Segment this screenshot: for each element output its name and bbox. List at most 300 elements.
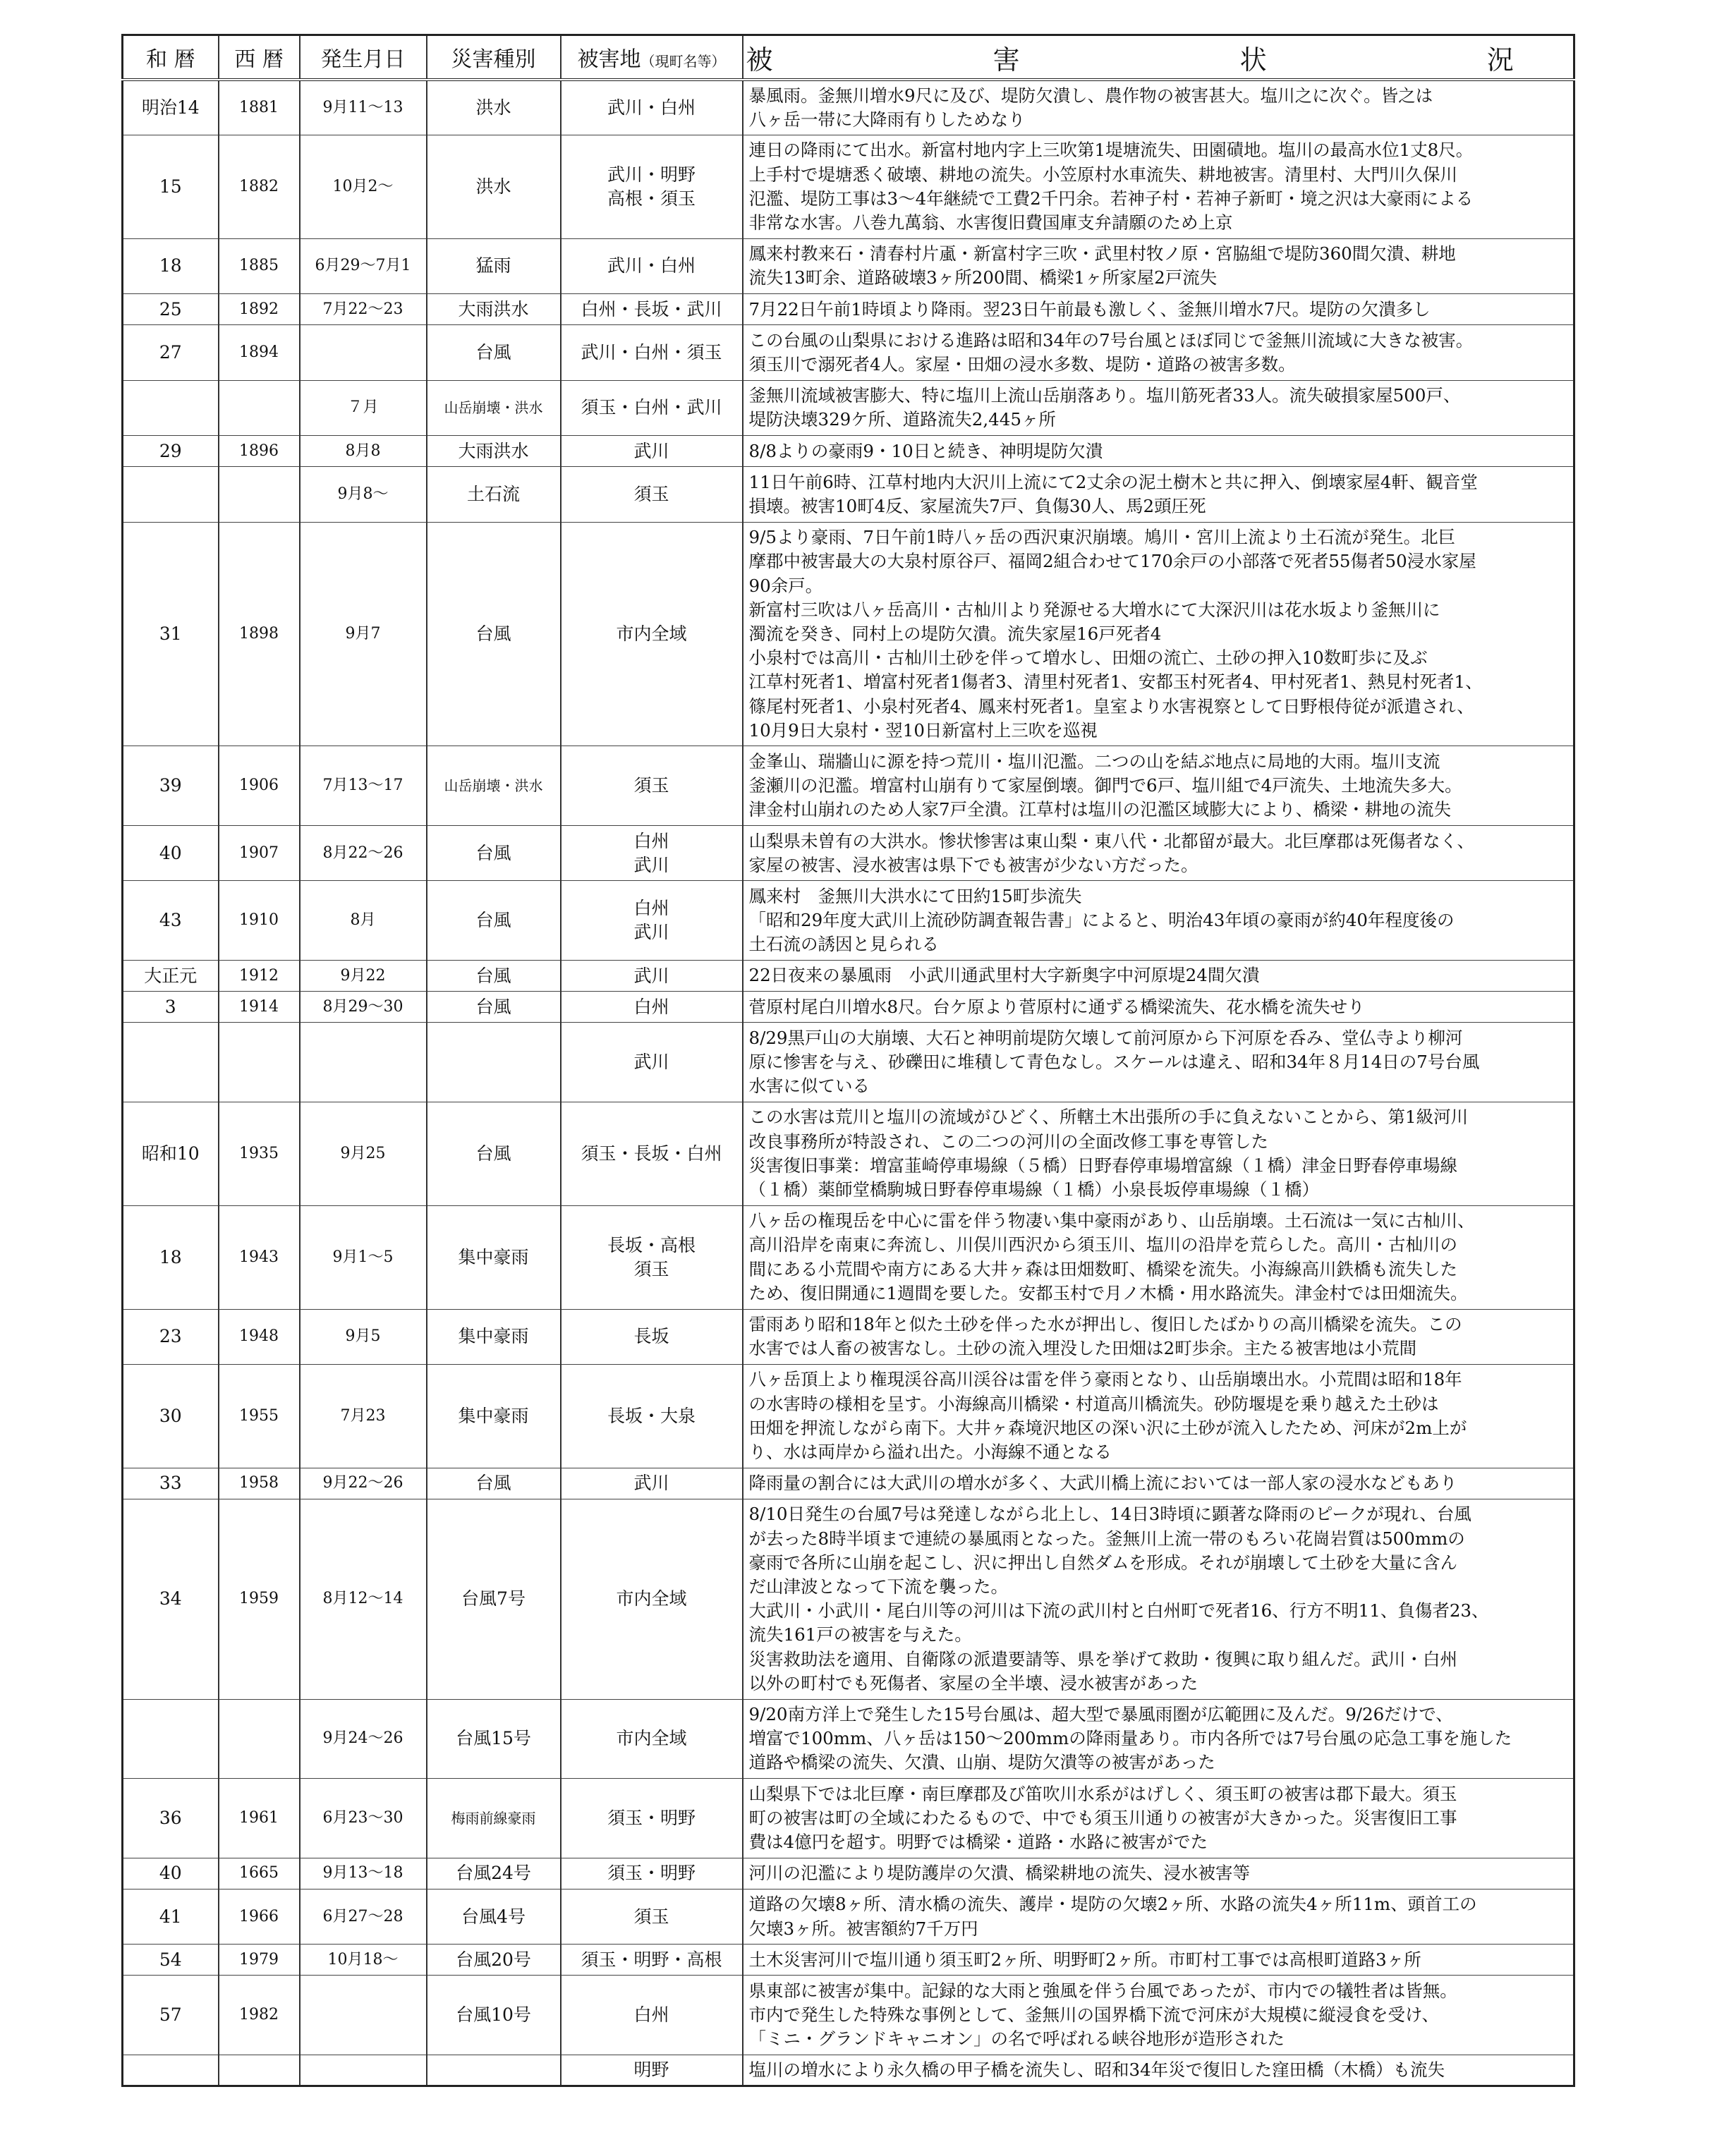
description-line: この水害は荒川と塩川の流域がひどく、所轄土木出張所の手に負えないことから、第1級河川 bbox=[748, 1107, 1469, 1128]
cell-date bbox=[300, 1976, 427, 2055]
cell-disaster-type: 台風 bbox=[427, 992, 561, 1023]
place-line: 白州 bbox=[633, 898, 669, 919]
cell-date bbox=[300, 325, 427, 380]
cell-disaster-type: 梅雨前線豪雨 bbox=[427, 1779, 561, 1858]
cell-disaster-type bbox=[427, 1023, 561, 1102]
cell-wareki: 40 bbox=[123, 1858, 219, 1889]
cell-damage-place bbox=[561, 522, 743, 746]
description-line: 損壊。被害10町4反、家屋流失7戸、負傷30人、馬2頭圧死 bbox=[748, 495, 1206, 516]
cell-damage-place bbox=[561, 294, 743, 325]
cell-date: 10月2～ bbox=[300, 135, 427, 238]
cell-seireki: 1882 bbox=[219, 135, 300, 238]
cell-seireki: 1910 bbox=[219, 881, 300, 961]
table-row bbox=[123, 992, 1574, 1023]
description-line: 鳳来村教来石・清春村片颪・新富村字三吹・武里村牧ノ原・宮脇組で堤防360間欠潰、耕地 bbox=[748, 243, 1456, 264]
description-line: 釜無川流域被害膨大、特に塩川上流山岳崩落あり。塩川筋死者33人。流失破損家屋500戸、 bbox=[748, 385, 1461, 406]
cell-damage-place bbox=[561, 1102, 743, 1205]
cell-seireki: 1665 bbox=[219, 1858, 300, 1889]
cell-date: 9月7 bbox=[300, 522, 427, 746]
table-row bbox=[123, 826, 1574, 881]
cell-damage-place bbox=[561, 881, 743, 961]
table-row bbox=[123, 1023, 1574, 1102]
cell-disaster-type: 台風20号 bbox=[427, 1945, 561, 1976]
cell-date: 7月23 bbox=[300, 1364, 427, 1468]
cell-date: 9月1～5 bbox=[300, 1205, 427, 1309]
disaster-history-document bbox=[121, 34, 1620, 2087]
cell-seireki: 1966 bbox=[219, 1889, 300, 1944]
description-line: 鳳来村 釜無川大洪水にて田約15町歩流失 bbox=[748, 885, 1082, 906]
description-line: （１橋）薬師堂橋駒城日野春停車場線（１橋）小泉長坂停車場線（１橋） bbox=[748, 1179, 1319, 1200]
cell-date: ７月 bbox=[300, 380, 427, 435]
cell-damage-description bbox=[743, 1499, 1574, 1699]
cell-seireki: 1914 bbox=[219, 992, 300, 1023]
table-row bbox=[123, 325, 1574, 380]
cell-wareki: 昭和10 bbox=[123, 1102, 219, 1205]
header-row bbox=[123, 35, 1574, 80]
cell-damage-place bbox=[561, 826, 743, 881]
description-line: り、水は両岸から溢れ出た。小海線不通となる bbox=[748, 1442, 1112, 1463]
cell-seireki: 1892 bbox=[219, 294, 300, 325]
cell-seireki: 1982 bbox=[219, 1976, 300, 2055]
cell-wareki: 39 bbox=[123, 746, 219, 826]
cell-wareki: 31 bbox=[123, 522, 219, 746]
description-line: 県東部に被害が集中。記録的な大雨と強風を伴う台風であったが、市内での犠牲者は皆無。 bbox=[748, 1980, 1457, 2001]
cell-date: 8月8 bbox=[300, 436, 427, 467]
description-line: 豪雨で各所に山崩を起こし、沢に押出し自然ダムを形成。それが崩壊して土砂を大量に含ん bbox=[748, 1552, 1457, 1573]
cell-damage-place bbox=[561, 2055, 743, 2086]
description-line: 改良事務所が特設され、この二つの河川の全面改修工事を専管した bbox=[748, 1131, 1268, 1152]
description-line: 津金村山崩れのため人家7戸全潰。江草村は塩川の氾濫区域膨大により、橋梁・耕地の流失 bbox=[748, 799, 1452, 820]
cell-damage-place bbox=[561, 1945, 743, 1976]
cell-date: 6月23～30 bbox=[300, 1779, 427, 1858]
table-row bbox=[123, 294, 1574, 325]
cell-date: 8月29～30 bbox=[300, 992, 427, 1023]
header-seireki: 西 暦 bbox=[219, 35, 300, 80]
place-line: 市内全域 bbox=[616, 623, 687, 645]
cell-date: 9月22～26 bbox=[300, 1468, 427, 1499]
cell-date: 8月 bbox=[300, 881, 427, 961]
cell-date: 6月29～7月1 bbox=[300, 238, 427, 293]
cell-wareki bbox=[123, 467, 219, 522]
description-line: 家屋の被害、浸水被害は県下でも被害が少ない方だった。 bbox=[748, 854, 1198, 875]
description-line: 流失13町余、道路破壊3ヶ所200間、橋梁1ヶ所家屋2戸流失 bbox=[748, 267, 1218, 288]
cell-wareki: 34 bbox=[123, 1499, 219, 1699]
cell-damage-description bbox=[743, 1468, 1574, 1499]
header-date: 発生月日 bbox=[300, 35, 427, 80]
cell-seireki bbox=[219, 1023, 300, 1102]
cell-disaster-type: 台風 bbox=[427, 826, 561, 881]
cell-date bbox=[300, 2055, 427, 2086]
place-line: 長坂・大泉 bbox=[607, 1405, 696, 1426]
cell-disaster-type: 台風7号 bbox=[427, 1499, 561, 1699]
table-row bbox=[123, 238, 1574, 293]
description-line: 土木災害河川で塩川通り須玉町2ヶ所、明野町2ヶ所。市町村工事では高根町道路3ヶ所 bbox=[748, 1949, 1421, 1970]
table-row bbox=[123, 80, 1574, 135]
cell-wareki bbox=[123, 1699, 219, 1779]
cell-damage-place bbox=[561, 436, 743, 467]
cell-damage-description bbox=[743, 294, 1574, 325]
place-line: 須玉 bbox=[633, 1906, 669, 1927]
description-line: 8/8よりの豪雨9・10日と続き、神明堤防欠潰 bbox=[748, 440, 1103, 461]
cell-disaster-type: 集中豪雨 bbox=[427, 1309, 561, 1364]
cell-wareki: 33 bbox=[123, 1468, 219, 1499]
cell-seireki: 1912 bbox=[219, 961, 300, 992]
place-line: 市内全域 bbox=[616, 1728, 687, 1749]
cell-damage-description bbox=[743, 325, 1574, 380]
cell-damage-description bbox=[743, 1364, 1574, 1468]
place-line: 白州 bbox=[633, 830, 669, 851]
cell-seireki: 1943 bbox=[219, 1205, 300, 1309]
cell-wareki: 40 bbox=[123, 826, 219, 881]
description-line: 水害に似ている bbox=[748, 1076, 870, 1097]
cell-seireki: 1906 bbox=[219, 746, 300, 826]
cell-damage-place bbox=[561, 325, 743, 380]
cell-damage-place bbox=[561, 1468, 743, 1499]
cell-date: 9月8～ bbox=[300, 467, 427, 522]
description-line: 小泉村では高川・古杣川土砂を伴って増水し、田畑の流亡、土砂の押入10数町歩に及ぶ bbox=[748, 647, 1428, 669]
description-line: 高川沿岸を南東に奔流し、川俣川西沢から須玉川、塩川の沿岸を荒らした。高川・古杣川の bbox=[748, 1234, 1457, 1255]
disaster-table bbox=[121, 34, 1620, 2087]
place-line: 長坂 bbox=[633, 1326, 669, 1347]
cell-damage-description bbox=[743, 2055, 1574, 2086]
cell-damage-description bbox=[743, 238, 1574, 293]
description-line: 河川の氾濫により堤防護岸の欠潰、橋梁耕地の流失、浸水被害等 bbox=[748, 1863, 1250, 1884]
place-line: 武川 bbox=[633, 922, 669, 943]
table-row bbox=[123, 1309, 1574, 1364]
cell-disaster-type: 猛雨 bbox=[427, 238, 561, 293]
place-line: 武川・白州 bbox=[607, 97, 696, 118]
table-row bbox=[123, 1779, 1574, 1858]
cell-damage-place bbox=[561, 992, 743, 1023]
place-line: 武川・白州・須玉 bbox=[581, 341, 722, 363]
cell-damage-description bbox=[743, 961, 1574, 992]
description-line: 金峯山、瑞牆山に源を持つ荒川・塩川氾濫。二つの山を結ぶ地点に局地的大雨。塩川支流 bbox=[748, 750, 1440, 772]
cell-wareki: 25 bbox=[123, 294, 219, 325]
table-body bbox=[123, 80, 1574, 2086]
cell-seireki: 1935 bbox=[219, 1102, 300, 1205]
place-line: 武川 bbox=[633, 854, 669, 875]
cell-seireki: 1948 bbox=[219, 1309, 300, 1364]
description-line: 9/5より豪雨、7日午前1時八ヶ岳の西沢東沢崩壊。鳩川・宮川上流より土石流が発生。北巨 bbox=[748, 527, 1456, 548]
description-line: 道路や橋梁の流失、欠潰、山崩、堤防欠潰等の被害があった bbox=[748, 1752, 1215, 1773]
cell-wareki: 18 bbox=[123, 238, 219, 293]
cell-damage-place bbox=[561, 1499, 743, 1699]
cell-seireki: 1894 bbox=[219, 325, 300, 380]
place-line: 明野 bbox=[633, 2059, 669, 2081]
cell-disaster-type: 台風15号 bbox=[427, 1699, 561, 1779]
description-line: 塩川の増水により永久橋の甲子橋を流失し、昭和34年災で復旧した窪田橋（木橋）も流失 bbox=[748, 2059, 1445, 2081]
cell-wareki: 大正元 bbox=[123, 961, 219, 992]
cell-seireki bbox=[219, 467, 300, 522]
description-line: 新富村三吹は八ヶ岳高川・古杣川より発源せる大増水にて大深沢川は花水坂より釜無川に bbox=[748, 599, 1440, 620]
cell-disaster-type: 台風 bbox=[427, 522, 561, 746]
cell-disaster-type: 台風 bbox=[427, 1468, 561, 1499]
cell-disaster-type: 台風 bbox=[427, 961, 561, 992]
table-row bbox=[123, 746, 1574, 826]
cell-disaster-type: 大雨洪水 bbox=[427, 436, 561, 467]
description-line: 八ヶ岳頂上より権現渓谷高川渓谷は雷を伴う豪雨となり、山岳崩壊出水。小荒間は昭和18年 bbox=[748, 1369, 1462, 1390]
cell-damage-description bbox=[743, 380, 1574, 435]
table-row bbox=[123, 961, 1574, 992]
cell-seireki: 1979 bbox=[219, 1945, 300, 1976]
place-line: 須玉・白州・武川 bbox=[581, 397, 722, 418]
cell-damage-place bbox=[561, 961, 743, 992]
table-row bbox=[123, 1858, 1574, 1889]
cell-wareki: 57 bbox=[123, 1976, 219, 2055]
table-row bbox=[123, 436, 1574, 467]
cell-damage-description bbox=[743, 1699, 1574, 1779]
place-line: 須玉・長坂・白州 bbox=[581, 1143, 722, 1164]
table-row bbox=[123, 1499, 1574, 1699]
cell-seireki bbox=[219, 1699, 300, 1779]
cell-seireki: 1896 bbox=[219, 436, 300, 467]
description-line: 以外の町村でも死傷者、家屋の全半壊、浸水被害があった bbox=[748, 1672, 1198, 1693]
cell-wareki bbox=[123, 1023, 219, 1102]
cell-wareki: 18 bbox=[123, 1205, 219, 1309]
cell-disaster-type: 山岳崩壊・洪水 bbox=[427, 746, 561, 826]
cell-disaster-type: 集中豪雨 bbox=[427, 1364, 561, 1468]
cell-disaster-type: 台風 bbox=[427, 881, 561, 961]
cell-damage-place bbox=[561, 1699, 743, 1779]
description-line: 須玉川で溺死者4人。家屋・田畑の浸水多数、堤防・道路の被害多数。 bbox=[748, 353, 1296, 375]
cell-damage-place bbox=[561, 1779, 743, 1858]
place-line: 武川 bbox=[633, 965, 669, 986]
header-place: 被害地（現町名等） bbox=[561, 35, 743, 80]
cell-date: 9月13～18 bbox=[300, 1858, 427, 1889]
cell-damage-place bbox=[561, 1889, 743, 1944]
place-line: 須玉 bbox=[633, 775, 669, 796]
description-line: 土石流の誘因と見られる bbox=[748, 934, 939, 955]
description-line: 降雨量の割合には大武川の増水が多く、大武川橋上流においては一部人家の浸水などもあり bbox=[748, 1473, 1457, 1494]
description-line: 費は4億円を超す。明野では橋梁・道路・水路に被害がでた bbox=[748, 1832, 1208, 1853]
cell-damage-place bbox=[561, 746, 743, 826]
cell-damage-description bbox=[743, 1976, 1574, 2055]
place-line: 須玉・明野 bbox=[607, 1863, 696, 1884]
description-line: 非常な水害。八巻九萬翁、水害復旧費国庫支弁請願のため上京 bbox=[748, 212, 1233, 233]
cell-date: 9月11～13 bbox=[300, 80, 427, 135]
description-line: 流失161戸の被害を与えた。 bbox=[748, 1624, 972, 1645]
table-row bbox=[123, 1889, 1574, 1944]
cell-damage-place bbox=[561, 1976, 743, 2055]
cell-damage-place bbox=[561, 80, 743, 135]
description-line: 山梨県未曽有の大洪水。惨状惨害は東山梨・東八代・北都留が最大。北巨摩郡は死傷者なく、 bbox=[748, 830, 1475, 851]
cell-seireki: 1885 bbox=[219, 238, 300, 293]
table-row bbox=[123, 135, 1574, 238]
description-line: 大武川・小武川・尾白川等の河川は下流の武川村と白州町で死者16、行方不明11、負傷者23、 bbox=[748, 1600, 1489, 1621]
description-line: 水害では人畜の被害なし。土砂の流入埋没した田畑は2町歩余。主たる被害地は小荒間 bbox=[748, 1338, 1417, 1359]
cell-damage-description bbox=[743, 1205, 1574, 1309]
cell-seireki: 1959 bbox=[219, 1499, 300, 1699]
table-row bbox=[123, 1976, 1574, 2055]
description-line: が去った8時半頃まで連続の暴風雨となった。釜無川上流一帯のもろい花崗岩質は500mmの bbox=[748, 1528, 1465, 1549]
description-line: ため、復旧開通に1週間を要した。安都玉村で月ノ木橋・用水路流失。津金村では田畑流失。 bbox=[748, 1282, 1468, 1303]
table-row bbox=[123, 1364, 1574, 1468]
cell-seireki: 1881 bbox=[219, 80, 300, 135]
table-row bbox=[123, 1699, 1574, 1779]
cell-damage-description bbox=[743, 436, 1574, 467]
cell-wareki: 54 bbox=[123, 1945, 219, 1976]
cell-damage-description bbox=[743, 1023, 1574, 1102]
cell-damage-place bbox=[561, 1023, 743, 1102]
cell-date: 9月5 bbox=[300, 1309, 427, 1364]
description-line: 「ミニ・グランドキャニオン」の名で呼ばれる峡谷地形が造形された bbox=[748, 2028, 1285, 2050]
place-line: 武川・明野 bbox=[607, 164, 696, 185]
cell-damage-description bbox=[743, 1102, 1574, 1205]
table-row bbox=[123, 467, 1574, 522]
cell-date: 7月13～17 bbox=[300, 746, 427, 826]
cell-damage-description bbox=[743, 992, 1574, 1023]
header-type: 災害種別 bbox=[427, 35, 561, 80]
place-line: 須玉・明野・高根 bbox=[581, 1949, 722, 1970]
description-line: 10月9日大泉村・翌10日新富村上三吹を巡視 bbox=[748, 719, 1098, 741]
cell-wareki: 明治14 bbox=[123, 80, 219, 135]
cell-wareki bbox=[123, 380, 219, 435]
cell-damage-description bbox=[743, 467, 1574, 522]
table-row bbox=[123, 1102, 1574, 1205]
place-line: 白州 bbox=[633, 2004, 669, 2026]
description-line: 暴風雨。釜無川増水9尺に及び、堤防欠潰し、農作物の被害甚大。塩川之に次ぐ。皆之は bbox=[748, 85, 1433, 106]
description-line: この台風の山梨県における進路は昭和34年の7号台風とほぼ同じで釜無川流域に大きな被害。 bbox=[748, 329, 1474, 351]
cell-wareki: 15 bbox=[123, 135, 219, 238]
place-line: 須玉・明野 bbox=[607, 1807, 696, 1828]
description-line: 山梨県下では北巨摩・南巨摩郡及び笛吹川水系がはげしく、須玉町の被害は郡下最大。須玉 bbox=[748, 1783, 1457, 1804]
header-place-note: （現町名等） bbox=[641, 53, 726, 70]
cell-date: 10月18～ bbox=[300, 1945, 427, 1976]
cell-wareki: 43 bbox=[123, 881, 219, 961]
description-line: 上手村で堤塘悉く破壊、耕地の流失。小笠原村水車流失、耕地被害。清里村、大門川久保川 bbox=[748, 164, 1457, 185]
cell-damage-place bbox=[561, 467, 743, 522]
cell-date bbox=[300, 1023, 427, 1102]
cell-seireki: 1955 bbox=[219, 1364, 300, 1468]
cell-seireki bbox=[219, 2055, 300, 2086]
cell-date: 9月24～26 bbox=[300, 1699, 427, 1779]
description-line: 八ヶ岳の権現岳を中心に雷を伴う物凄い集中豪雨があり、山岳崩壊。土石流は一気に古杣川、 bbox=[748, 1210, 1475, 1231]
cell-damage-description bbox=[743, 1858, 1574, 1889]
cell-disaster-type: 台風 bbox=[427, 325, 561, 380]
description-line: 90余戸。 bbox=[748, 575, 823, 596]
cell-disaster-type: 台風4号 bbox=[427, 1889, 561, 1944]
description-line: 11日午前6時、江草村地内大沢川上流にて2丈余の泥土樹木と共に押入、倒壊家屋4軒、観音堂 bbox=[748, 471, 1478, 492]
cell-wareki: 36 bbox=[123, 1779, 219, 1858]
description-line: だ山津波となって下流を襲った。 bbox=[748, 1576, 1008, 1598]
description-line: 八ヶ岳一帯に大降雨有りしためなり bbox=[748, 109, 1026, 130]
cell-seireki: 1907 bbox=[219, 826, 300, 881]
cell-damage-description bbox=[743, 826, 1574, 881]
cell-disaster-type: 台風10号 bbox=[427, 1976, 561, 2055]
description-line: 8/10日発生の台風7号は発達しながら北上し、14日3時頃に顕著な降雨のピークが現れ、台風 bbox=[748, 1504, 1471, 1525]
cell-disaster-type: 台風 bbox=[427, 1102, 561, 1205]
cell-date: 7月22～23 bbox=[300, 294, 427, 325]
cell-disaster-type bbox=[427, 2055, 561, 2086]
description-line: 釜瀬川の氾濫。増富村山崩有りて家屋倒壊。御門で6戸、塩川組で4戸流失、土地流失多大。 bbox=[748, 775, 1462, 796]
cell-wareki: 23 bbox=[123, 1309, 219, 1364]
cell-damage-description bbox=[743, 1309, 1574, 1364]
cell-disaster-type: 大雨洪水 bbox=[427, 294, 561, 325]
cell-damage-place bbox=[561, 1309, 743, 1364]
cell-damage-description bbox=[743, 1889, 1574, 1944]
cell-wareki: 30 bbox=[123, 1364, 219, 1468]
place-line: 武川 bbox=[633, 1052, 669, 1073]
description-line: 増富で100mm、八ヶ岳は150～200mmの降雨量あり。市内各所では7号台風の応急工事を施した bbox=[748, 1728, 1512, 1749]
cell-damage-description bbox=[743, 881, 1574, 961]
cell-wareki: 29 bbox=[123, 436, 219, 467]
description-line: 田畑を押流しながら南下。大井ヶ森境沢地区の深い沢に土砂が流入したため、河床が2m上が bbox=[748, 1417, 1467, 1438]
description-line: 22日夜来の暴風雨 小武川通武里村大字新奥字中河原堤24間欠潰 bbox=[748, 965, 1260, 986]
description-line: 道路の欠壊8ヶ所、清水橋の流失、護岸・堤防の欠壊2ヶ所、水路の流失4ヶ所11m、頭首工の bbox=[748, 1894, 1477, 1915]
description-line: の水害時の様相を呈す。小海線高川橋梁・村道高川橋流失。砂防堰堤を乗り越えた土砂は bbox=[748, 1393, 1439, 1414]
description-line: 災害救助法を適用、自衛隊の派遣要請等、県を挙げて救助・復興に取り組んだ。武川・白州 bbox=[748, 1648, 1457, 1669]
description-line: 雷雨あり昭和18年と似た土砂を伴った水が押出し、復旧したばかりの高川橋梁を流失。この bbox=[748, 1314, 1462, 1335]
cell-wareki: 3 bbox=[123, 992, 219, 1023]
header-situation: 被 害 状 況 bbox=[743, 35, 1574, 80]
description-line: 摩郡中被害最大の大泉村原谷戸、福岡2組合わせて170余戸の小部落で死者55傷者50浸水家屋 bbox=[748, 551, 1476, 572]
cell-damage-description bbox=[743, 135, 1574, 238]
cell-damage-description bbox=[743, 1945, 1574, 1976]
description-line: 「昭和29年度大武川上流砂防調査報告書」によると、明治43年頃の豪雨が約40年程度後の bbox=[748, 910, 1455, 931]
description-line: 災害復旧事業：増富韮崎停車場線（５橋）日野春停車場増富線（１橋）津金日野春停車場線 bbox=[748, 1155, 1457, 1176]
cell-damage-place bbox=[561, 380, 743, 435]
cell-disaster-type: 山岳崩壊・洪水 bbox=[427, 380, 561, 435]
description-line: 8/29黒戸山の大崩壊、大石と神明前堤防欠壊して前河原から下河原を呑み、堂仏寺より柳河 bbox=[748, 1027, 1463, 1048]
description-line: 氾濫、堤防工事は3～4年継続で工費2千円余。若神子村・若神子新町・境之沢は大豪雨による bbox=[748, 188, 1474, 209]
cell-damage-place bbox=[561, 1205, 743, 1309]
description-line: 堤防決壊329ケ所、道路流失2,445ヶ所 bbox=[748, 409, 1056, 430]
cell-seireki: 1958 bbox=[219, 1468, 300, 1499]
description-line: 原に惨害を与え、砂礫田に堆積して青色なし。スケールは違え、昭和34年８月14日の7号台風 bbox=[748, 1052, 1480, 1073]
description-line: 篠尾村死者1、小泉村死者4、鳳来村死者1。皇室より水害視察として日野根侍従が派遣され、 bbox=[748, 695, 1474, 717]
table-row bbox=[123, 1945, 1574, 1976]
cell-date: 6月27～28 bbox=[300, 1889, 427, 1944]
cell-disaster-type: 洪水 bbox=[427, 80, 561, 135]
table-row bbox=[123, 380, 1574, 435]
place-line: 須玉 bbox=[633, 483, 669, 504]
cell-wareki bbox=[123, 2055, 219, 2086]
cell-date: 9月22 bbox=[300, 961, 427, 992]
cell-damage-place bbox=[561, 238, 743, 293]
description-line: 市内で発生した特殊な事例として、釜無川の国界橋下流で河床が大規模に縦浸食を受け、 bbox=[748, 2004, 1440, 2026]
cell-date: 9月25 bbox=[300, 1102, 427, 1205]
cell-disaster-type: 土石流 bbox=[427, 467, 561, 522]
place-line: 白州 bbox=[633, 996, 669, 1017]
cell-seireki: 1898 bbox=[219, 522, 300, 746]
cell-damage-place bbox=[561, 1364, 743, 1468]
cell-date: 8月22～26 bbox=[300, 826, 427, 881]
cell-wareki: 41 bbox=[123, 1889, 219, 1944]
place-line: 武川 bbox=[633, 440, 669, 461]
cell-seireki: 1961 bbox=[219, 1779, 300, 1858]
description-line: 連日の降雨にて出水。新富村地内字上三吹第1堤塘流失、田園磧地。塩川の最高水位1丈8尺。 bbox=[748, 140, 1474, 161]
cell-damage-place bbox=[561, 1858, 743, 1889]
cell-seireki bbox=[219, 380, 300, 435]
place-line: 武川 bbox=[633, 1473, 669, 1494]
table-row bbox=[123, 1205, 1574, 1309]
table-row bbox=[123, 1468, 1574, 1499]
table-row bbox=[123, 522, 1574, 746]
place-line: 白州・長坂・武川 bbox=[581, 298, 722, 320]
description-line: 9/20南方洋上で発生した15号台風は、超大型で暴風雨圏が広範囲に及んだ。9/26だけで、 bbox=[748, 1704, 1453, 1725]
place-line: 須玉 bbox=[633, 1258, 669, 1279]
cell-damage-description bbox=[743, 1779, 1574, 1858]
place-line: 高根・須玉 bbox=[607, 188, 696, 209]
description-line: 7月22日午前1時頃より降雨。翌23日午前最も激しく、釜無川増水7尺。堤防の欠潰多し bbox=[748, 298, 1431, 320]
cell-damage-description bbox=[743, 522, 1574, 746]
cell-damage-place bbox=[561, 135, 743, 238]
description-line: 菅原村尾白川増水8尺。台ケ原より菅原村に通ずる橋梁流失、花水橋を流失せり bbox=[748, 996, 1365, 1017]
place-line: 市内全域 bbox=[616, 1588, 687, 1609]
description-line: 町の被害は町の全域にわたるもので、中でも須玉川通りの被害が大きかった。災害復旧工事 bbox=[748, 1807, 1457, 1828]
place-line: 武川・白州 bbox=[607, 255, 696, 276]
cell-disaster-type: 洪水 bbox=[427, 135, 561, 238]
